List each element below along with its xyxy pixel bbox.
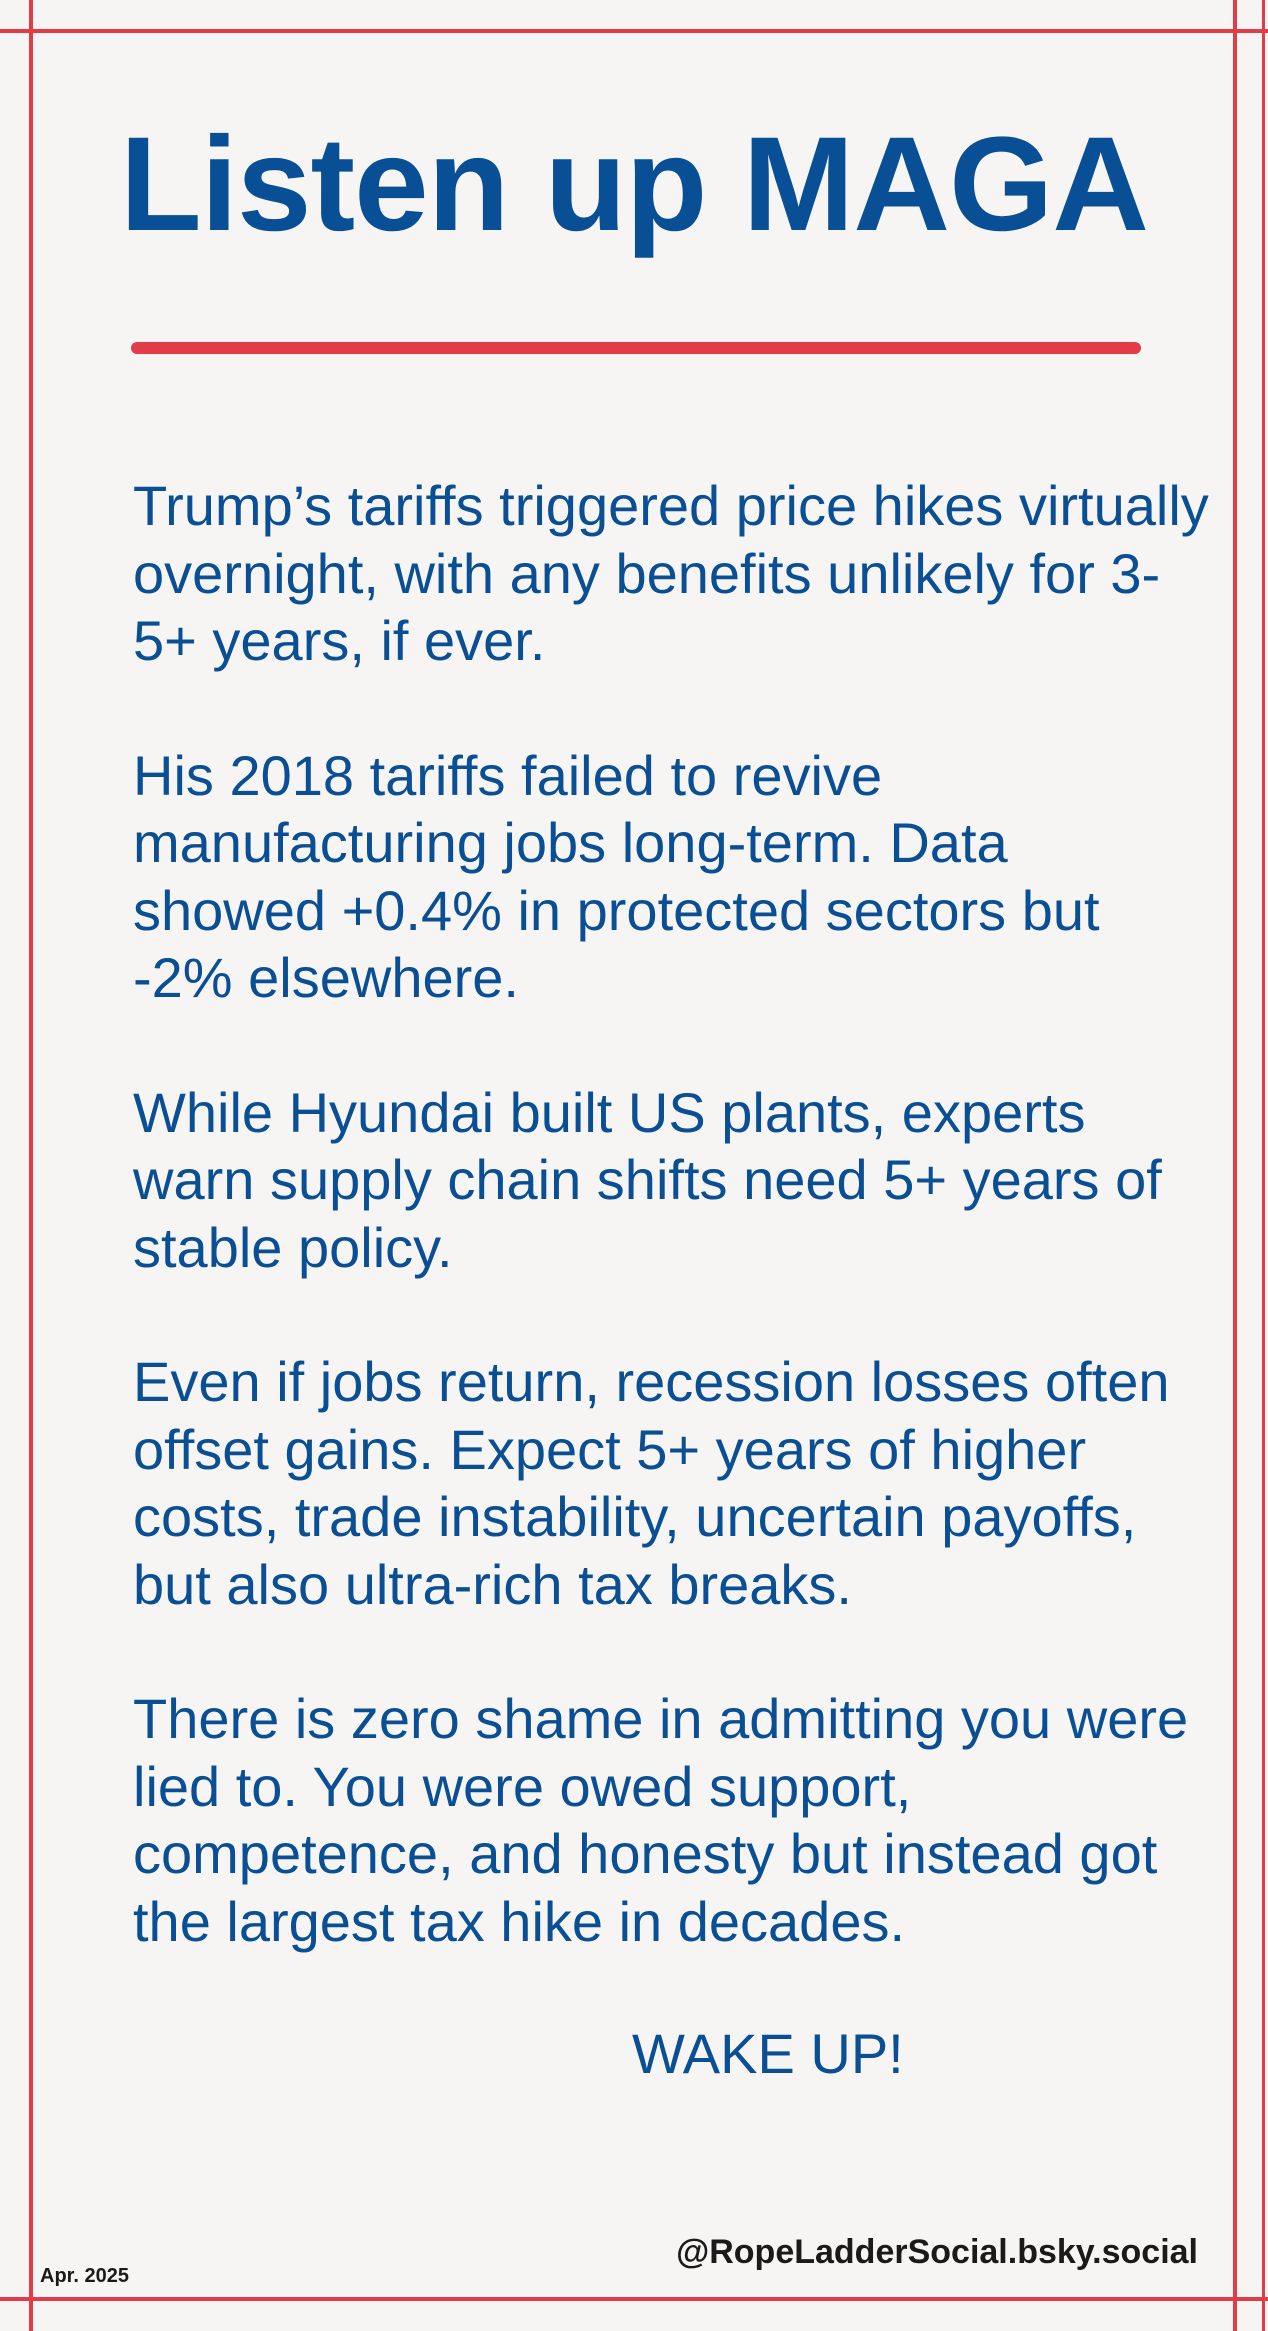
social-handle: @RopeLadderSocial.bsky.social: [676, 2233, 1198, 2271]
headline-divider: [131, 342, 1141, 354]
paragraph-tariff-prices: Trump’s tariffs triggered price hikes virtually overnight, with any benefits unlikely for 3-5+ years, if ever.: [133, 474, 1209, 672]
frame-line-top: [0, 29, 1268, 33]
frame-line-right: [1233, 0, 1237, 2331]
body-text: [133, 472, 1213, 2022]
paragraph-supply-chain: While Hyundai built US plants, experts warn supply chain shifts need 5+ years of stable policy.: [133, 1080, 1162, 1279]
frame-line-left: [29, 0, 33, 2331]
date-label: Apr. 2025: [40, 2265, 129, 2287]
headline: Listen up MAGA: [119, 110, 1149, 259]
paragraph-zero-shame: There is zero shame in admitting you were lied to. You were owed support, competence, and honesty but instead got the largest tax hike in decades.: [133, 1687, 1189, 1953]
closing-call: WAKE UP!: [632, 2022, 904, 2085]
frame-line-right-outer: [1262, 0, 1265, 2331]
paragraph-2018-tariffs: His 2018 tariffs failed to revive manufacturing jobs long-term. Data showed +0.4% in protected sectors but -2% elsewhere.: [133, 743, 1100, 1009]
frame-line-bottom: [0, 2297, 1268, 2301]
paragraph-recession-losses: Even if jobs return, recession losses often offset gains. Expect 5+ years of higher costs, trade instability, uncertain payoffs, but also ultra-rich tax breaks.: [133, 1350, 1170, 1616]
